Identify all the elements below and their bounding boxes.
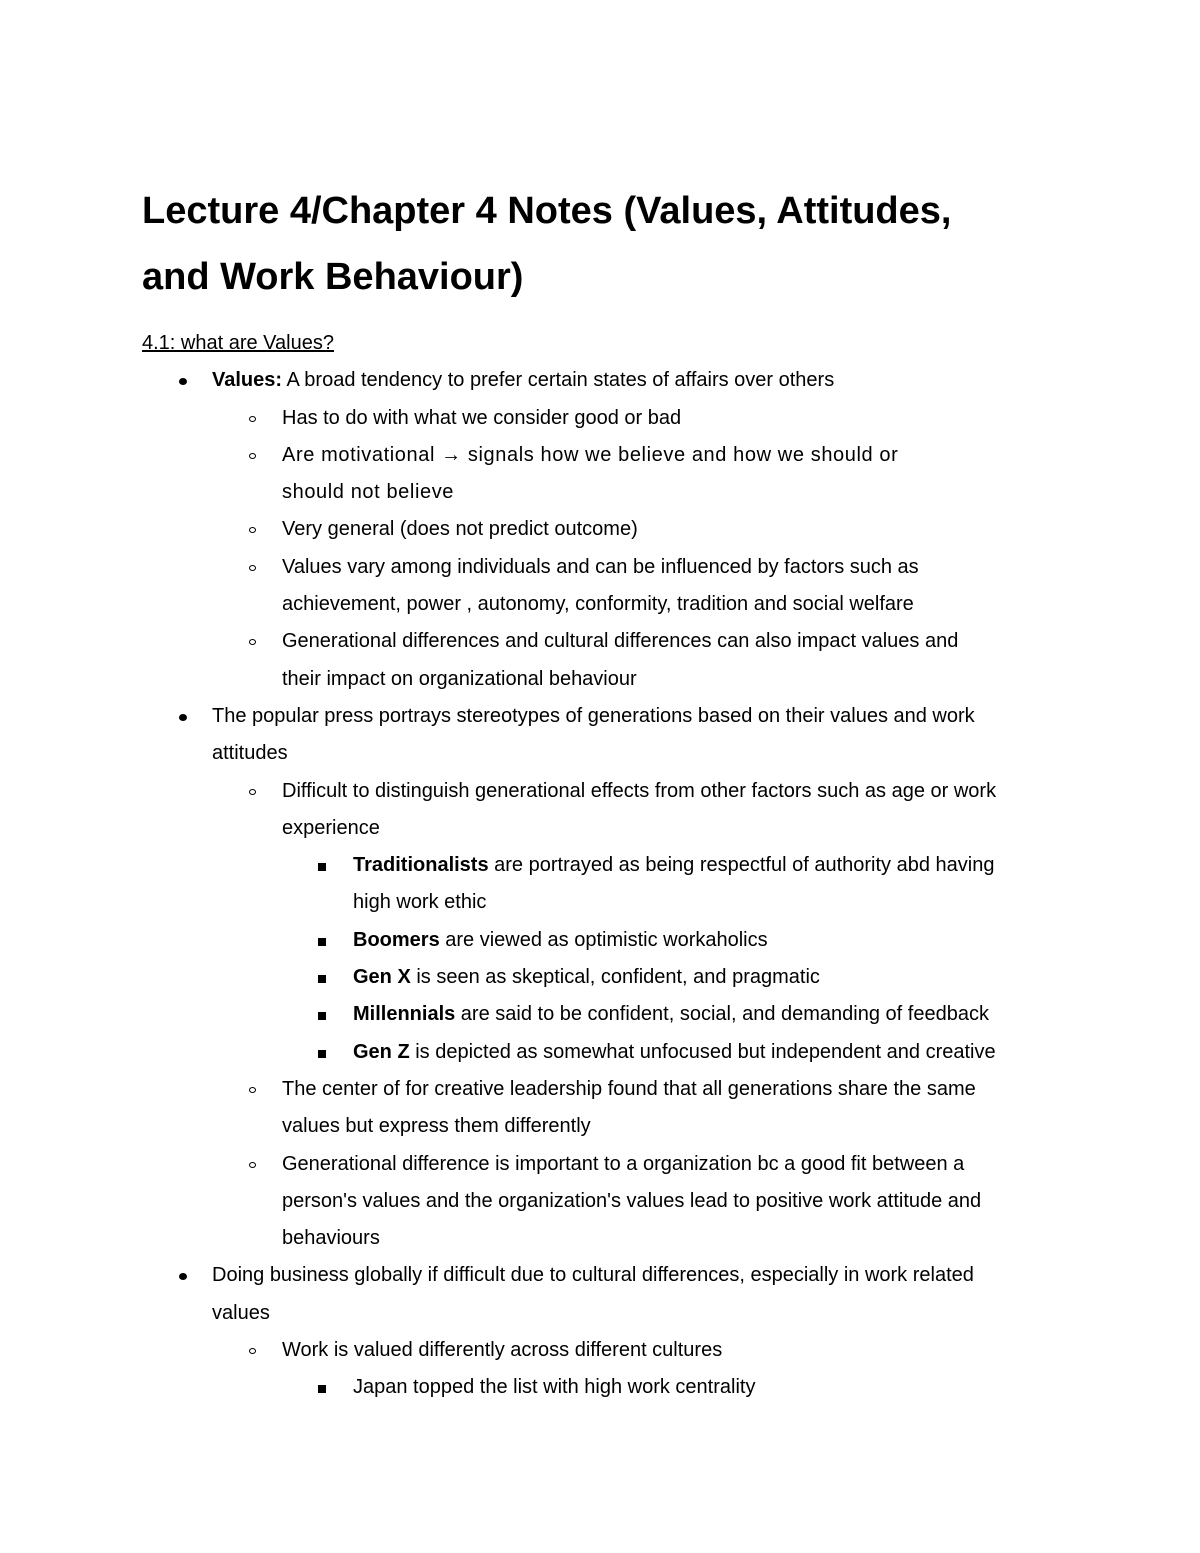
list-item-text: Difficult to distinguish generational effects from other factors such as age or work: [282, 779, 997, 802]
hollow-circle-bullet-icon: [249, 1087, 256, 1093]
list-item: [142, 996, 1072, 1033]
list-item-continuation: [142, 1295, 1072, 1332]
list-item-text: Are motivational → signals how we believe and how we should or: [282, 443, 899, 466]
list-item: [142, 698, 1072, 735]
list-item-text: achievement, power , autonomy, conformity, tradition and social welfare: [282, 593, 914, 616]
square-bullet-icon: [318, 938, 326, 946]
definition: A broad tendency to prefer certain states of affairs over others: [282, 369, 835, 392]
list-item: [142, 959, 1072, 996]
square-bullet-icon: [318, 975, 326, 983]
list-item-text: The popular press portrays stereotypes of generations based on their values and work: [212, 704, 975, 727]
document-page: [142, 178, 1072, 1407]
hollow-circle-bullet-icon: [249, 789, 256, 795]
list-item-text: their impact on organizational behaviour: [282, 667, 637, 690]
hollow-circle-bullet-icon: [249, 1162, 256, 1168]
hollow-circle-bullet-icon: [249, 453, 256, 459]
list-item-text: Doing business globally if difficult due to cultural differences, especially in work related: [212, 1264, 974, 1287]
list-item: [142, 511, 1072, 548]
list-item-text: high work ethic: [353, 891, 487, 914]
list-item-text: Generational differences and cultural differences can also impact values and: [282, 630, 959, 653]
list-item-continuation: [142, 1220, 1072, 1257]
list-item-text: values: [212, 1301, 270, 1324]
list-item-text: Values vary among individuals and can be influenced by factors such as: [282, 555, 919, 578]
list-item-text: are said to be confident, social, and demanding of feedback: [455, 1003, 989, 1026]
list-item: [142, 773, 1072, 810]
title-line-1: Lecture 4/Chapter 4 Notes (Values, Attitudes,: [142, 190, 952, 232]
square-bullet-icon: [318, 1012, 326, 1020]
list-item-continuation: [142, 884, 1072, 921]
square-bullet-icon: [318, 863, 326, 871]
term: Values:: [212, 369, 283, 392]
square-bullet-icon: [318, 1385, 326, 1393]
square-bullet-icon: [318, 1050, 326, 1058]
list-item-text: behaviours: [282, 1227, 380, 1250]
list-item-text: are viewed as optimistic workaholics: [439, 928, 768, 951]
list-item-text: person's values and the organization's values lead to positive work attitude and: [282, 1189, 982, 1212]
list-item: [142, 1034, 1072, 1071]
hollow-circle-bullet-icon: [249, 639, 256, 645]
hollow-circle-bullet-icon: [249, 565, 256, 571]
list-item-text: values but express them differently: [282, 1115, 591, 1138]
hollow-circle-bullet-icon: [249, 527, 256, 533]
list-item-continuation: [142, 661, 1072, 698]
hollow-circle-bullet-icon: [249, 1348, 256, 1354]
document-title: [142, 178, 1072, 310]
list-item: [142, 1257, 1072, 1294]
list-item: [142, 362, 1072, 399]
section-heading: 4.1: what are Values?: [142, 332, 334, 354]
list-item: [142, 1071, 1072, 1108]
filled-circle-bullet-icon: [179, 1273, 187, 1280]
list-item: [142, 1146, 1072, 1183]
list-item: [142, 1369, 1072, 1406]
list-item-text: Very general (does not predict outcome): [282, 518, 638, 541]
list-item: [142, 922, 1072, 959]
list-item-text: is depicted as somewhat unfocused but independent and creative: [409, 1040, 996, 1063]
title-line-2: and Work Behaviour): [142, 256, 524, 298]
list-item-text: attitudes: [212, 742, 288, 765]
term: Millennials: [353, 1003, 456, 1026]
list-item-text: Has to do with what we consider good or bad: [282, 406, 682, 429]
list-item-continuation: [142, 810, 1072, 847]
list-item: [142, 847, 1072, 884]
list-item-continuation: [142, 1183, 1072, 1220]
list-item-text: experience: [282, 816, 380, 839]
list-item-text: are portrayed as being respectful of authority abd having: [488, 854, 995, 877]
filled-circle-bullet-icon: [179, 714, 187, 721]
list-item: [142, 437, 1072, 474]
list-item-text: should not believe: [282, 481, 455, 504]
list-item-text: is seen as skeptical, confident, and pragmatic: [410, 966, 820, 989]
term: Gen X: [353, 966, 411, 989]
list-item-continuation: [142, 586, 1072, 623]
filled-circle-bullet-icon: [179, 378, 187, 385]
list-item-text: The center of for creative leadership found that all generations share the same: [282, 1077, 976, 1100]
list-item: [142, 549, 1072, 586]
list-item-continuation: [142, 1108, 1072, 1145]
term: Traditionalists: [353, 854, 489, 877]
list-item: [142, 400, 1072, 437]
list-item-continuation: [142, 735, 1072, 772]
term: Gen Z: [353, 1040, 410, 1063]
list-item-text: Japan topped the list with high work centrality: [353, 1376, 756, 1399]
hollow-circle-bullet-icon: [249, 416, 256, 422]
term: Boomers: [353, 928, 440, 951]
list-item: [142, 623, 1072, 660]
list-item: [142, 1332, 1072, 1369]
list-item-continuation: [142, 474, 1072, 511]
list-item-text: Generational difference is important to a organization bc a good fit between a: [282, 1152, 965, 1175]
list-item-text: Work is valued differently across different cultures: [282, 1339, 723, 1362]
